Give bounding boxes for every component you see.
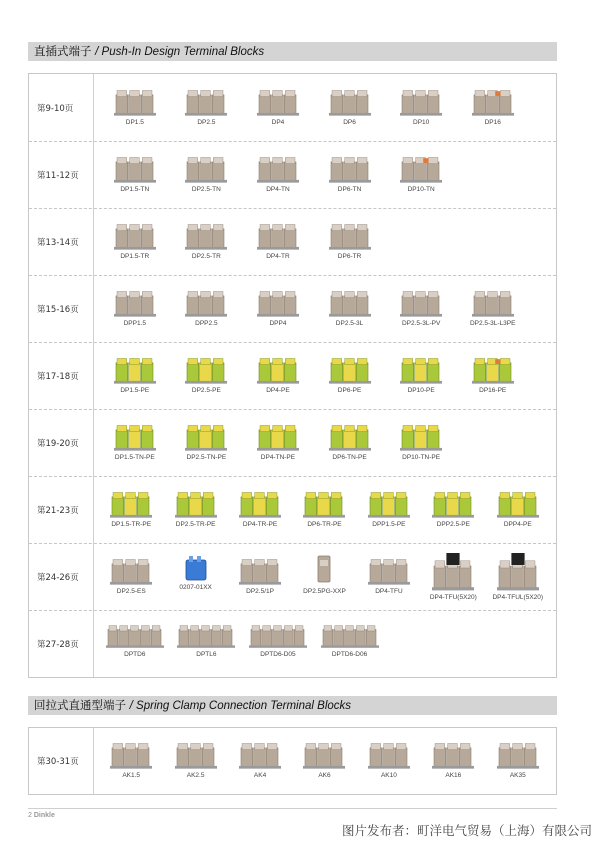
- terminal-block-icon: [328, 83, 372, 117]
- product-model-label: DP16-PE: [479, 386, 507, 394]
- product-model-label: DP16: [484, 118, 501, 126]
- section-title-cn: 直插式端子: [34, 44, 92, 58]
- page-reference-label: 第27-28页: [37, 639, 79, 650]
- product-model-label: DP2.5-TN-PE: [186, 453, 227, 461]
- terminal-block-icon: [302, 736, 346, 770]
- product-model-label: DP6-PE: [337, 386, 362, 394]
- product-model-label: DP1.5-TR-PE: [111, 520, 152, 528]
- product-item[interactable]: [99, 83, 171, 126]
- product-item[interactable]: [385, 284, 457, 327]
- product-model-label: AK35: [509, 772, 526, 779]
- product-model-label: DP1.5-TN-PE: [114, 453, 155, 461]
- product-model-label: DPP1.5-PE: [372, 520, 406, 528]
- terminal-block-icon: [314, 552, 334, 586]
- product-item[interactable]: [242, 83, 314, 126]
- pe-terminal-block-icon: [431, 485, 475, 519]
- product-item[interactable]: [314, 83, 386, 126]
- product-model-label: AK16: [445, 772, 462, 779]
- page-reference-label: 第24-26页: [37, 572, 79, 583]
- catalog-row: [29, 275, 556, 343]
- product-item[interactable]: [99, 217, 171, 260]
- product-item[interactable]: [228, 485, 292, 528]
- push-in-catalog-table: [28, 73, 557, 678]
- product-item[interactable]: [385, 351, 457, 394]
- product-model-label: DP6: [343, 118, 356, 126]
- column-divider: [93, 610, 94, 677]
- product-item[interactable]: [99, 418, 171, 461]
- product-model-label: AK6: [318, 772, 331, 779]
- terminal-block-icon: [105, 619, 165, 649]
- terminal-block-icon: [367, 552, 411, 586]
- column-divider: [93, 728, 94, 794]
- product-item[interactable]: [357, 736, 421, 779]
- terminal-block-icon: [109, 552, 153, 586]
- terminal-block-icon: [328, 150, 372, 184]
- terminal-block-icon: [431, 552, 475, 592]
- section-header-push-in: [28, 42, 557, 61]
- pe-terminal-block-icon: [109, 485, 153, 519]
- pe-terminal-block-icon: [184, 418, 228, 452]
- product-item[interactable]: [171, 619, 243, 658]
- product-item[interactable]: [242, 351, 314, 394]
- page-reference-label: 第15-16页: [37, 304, 79, 315]
- terminal-block-icon: [328, 284, 372, 318]
- product-model-label: DP1.5-TN: [120, 185, 150, 193]
- terminal-block-icon: [238, 736, 282, 770]
- section-header-spring-clamp: [28, 696, 557, 715]
- product-model-label: DP2.5-3L: [335, 319, 364, 327]
- terminal-block-icon: [399, 83, 443, 117]
- page-reference-label: 第13-14页: [37, 237, 79, 248]
- column-divider: [93, 208, 94, 275]
- catalog-row: [29, 74, 556, 142]
- pe-terminal-block-icon: [113, 418, 157, 452]
- pe-terminal-block-icon: [174, 485, 218, 519]
- product-model-label: DPP4: [269, 319, 287, 327]
- product-item[interactable]: [99, 351, 171, 394]
- page-reference-label: 第17-18页: [37, 371, 79, 382]
- dinkle-logo: Dinkle: [33, 812, 55, 819]
- product-model-label: DPP2.5: [195, 319, 218, 327]
- column-divider: [93, 275, 94, 342]
- column-divider: [93, 141, 94, 208]
- product-item[interactable]: [486, 485, 550, 528]
- page-reference-label: 第21-23页: [37, 505, 79, 516]
- terminal-block-icon: [184, 150, 228, 184]
- page-reference-label: 第19-20页: [37, 438, 79, 449]
- column-divider: [93, 74, 94, 141]
- terminal-block-icon: [184, 284, 228, 318]
- product-item[interactable]: [421, 552, 485, 601]
- pe-terminal-block-icon: [328, 418, 372, 452]
- product-model-label: DP4-PE: [266, 386, 290, 394]
- pe-terminal-block-icon: [367, 485, 411, 519]
- product-item[interactable]: [99, 485, 163, 528]
- terminal-block-icon: [113, 217, 157, 251]
- catalog-row: [29, 342, 556, 410]
- product-model-label: DPTL6: [196, 650, 217, 658]
- terminal-block-icon: [109, 736, 153, 770]
- terminal-block-icon: [471, 284, 515, 318]
- terminal-block-icon: [399, 284, 443, 318]
- product-item[interactable]: [171, 150, 243, 193]
- page-number: 2: [28, 812, 32, 819]
- product-item[interactable]: [314, 150, 386, 193]
- product-item[interactable]: [171, 418, 243, 461]
- terminal-block-icon: [174, 736, 218, 770]
- product-model-label: DP2.5-3L-L3PE: [469, 319, 516, 327]
- product-item[interactable]: [314, 351, 386, 394]
- page-reference-label: 第9-10页: [37, 103, 74, 114]
- section-title-en: / Spring Clamp Connection Terminal Blocks: [129, 700, 352, 712]
- product-item[interactable]: [171, 217, 243, 260]
- terminal-block-icon: [256, 150, 300, 184]
- publisher-watermark: 图片发布者：町洋电气贸易（上海）有限公司: [341, 823, 592, 838]
- column-divider: [93, 543, 94, 610]
- pe-terminal-block-icon: [471, 351, 515, 385]
- product-model-label: DP2.5-ES: [116, 587, 146, 595]
- terminal-block-icon: [256, 83, 300, 117]
- product-item[interactable]: [228, 736, 292, 779]
- product-item[interactable]: [171, 83, 243, 126]
- product-model-label: DP4-TFUL(5X20): [492, 593, 544, 601]
- catalog-row: [29, 476, 556, 544]
- product-item[interactable]: [486, 736, 550, 779]
- terminal-block-icon: [184, 217, 228, 251]
- product-item[interactable]: [171, 351, 243, 394]
- product-model-label: DP2.5: [197, 118, 216, 126]
- product-item[interactable]: [99, 736, 163, 779]
- product-item[interactable]: [292, 485, 356, 528]
- catalog-row: [29, 543, 556, 611]
- catalog-row: [29, 728, 556, 794]
- product-item[interactable]: [242, 150, 314, 193]
- terminal-block-icon: [320, 619, 380, 649]
- product-item[interactable]: [314, 217, 386, 260]
- terminal-block-icon: [471, 83, 515, 117]
- footer: [28, 812, 55, 819]
- catalog-row: [29, 610, 556, 677]
- product-model-label: DP2.5-TN: [191, 185, 221, 193]
- terminal-block-icon: [431, 736, 475, 770]
- product-item[interactable]: [421, 485, 485, 528]
- product-model-label: DPTD6: [124, 650, 146, 658]
- product-model-label: DP1.5-TR: [120, 252, 150, 260]
- product-model-label: DP4-TFU: [375, 587, 403, 595]
- product-model-label: 0207-01XX: [179, 583, 212, 591]
- product-model-label: DP4-TFU(5X20): [429, 593, 477, 601]
- terminal-block-icon: [256, 217, 300, 251]
- product-model-label: DP4-TN: [266, 185, 290, 193]
- product-item[interactable]: [171, 284, 243, 327]
- product-item[interactable]: [357, 552, 421, 595]
- product-model-label: DP1.5: [125, 118, 144, 126]
- page-reference-label: 第11-12页: [37, 170, 79, 181]
- product-item[interactable]: [292, 736, 356, 779]
- product-item[interactable]: [99, 284, 171, 327]
- product-item[interactable]: [457, 284, 529, 327]
- section-title-en: / Push-In Design Terminal Blocks: [95, 46, 265, 58]
- product-model-label: AK1.5: [122, 772, 141, 779]
- product-model-label: DPP4-PE: [503, 520, 532, 528]
- product-item[interactable]: [457, 351, 529, 394]
- catalog-row: [29, 208, 556, 276]
- product-item[interactable]: [99, 150, 171, 193]
- catalog-row: [29, 141, 556, 209]
- product-model-label: DP2.5-TR: [191, 252, 221, 260]
- footer-divider: [28, 808, 557, 809]
- terminal-block-icon: [183, 552, 209, 582]
- product-model-label: DP10-PE: [407, 386, 435, 394]
- product-model-label: DP2.5-3L-PV: [401, 319, 441, 327]
- product-model-label: AK10: [380, 772, 397, 779]
- product-model-label: DP10-TN: [407, 185, 435, 193]
- product-item[interactable]: [385, 150, 457, 193]
- product-item[interactable]: [99, 552, 163, 595]
- pe-terminal-block-icon: [328, 351, 372, 385]
- terminal-block-icon: [113, 83, 157, 117]
- product-model-label: DP6-TN-PE: [332, 453, 367, 461]
- pe-terminal-block-icon: [113, 351, 157, 385]
- product-item[interactable]: [421, 736, 485, 779]
- product-model-label: AK4: [253, 772, 267, 779]
- product-model-label: DPP2.5-PE: [436, 520, 470, 528]
- terminal-block-icon: [367, 736, 411, 770]
- terminal-block-icon: [328, 217, 372, 251]
- product-item[interactable]: [163, 552, 227, 591]
- product-item[interactable]: [163, 736, 227, 779]
- product-item[interactable]: [242, 284, 314, 327]
- terminal-block-icon: [399, 150, 443, 184]
- terminal-block-icon: [256, 284, 300, 318]
- product-model-label: DP10: [413, 118, 430, 126]
- product-model-label: DP2.5/1P: [246, 587, 274, 595]
- product-item[interactable]: [242, 418, 314, 461]
- terminal-block-icon: [113, 150, 157, 184]
- product-item[interactable]: [314, 619, 386, 658]
- product-model-label: DP2.5PG-XXP: [303, 587, 346, 595]
- column-divider: [93, 342, 94, 409]
- product-item[interactable]: [314, 418, 386, 461]
- pe-terminal-block-icon: [399, 418, 443, 452]
- product-item[interactable]: [385, 418, 457, 461]
- product-model-label: DP4: [271, 118, 285, 126]
- product-item[interactable]: [242, 619, 314, 658]
- product-model-label: DP2.5-PE: [191, 386, 221, 394]
- product-item[interactable]: [292, 552, 356, 595]
- pe-terminal-block-icon: [302, 485, 346, 519]
- terminal-block-icon: [238, 552, 282, 586]
- product-model-label: DP4-TN-PE: [260, 453, 296, 461]
- product-item[interactable]: [357, 485, 421, 528]
- product-model-label: DP1.5-PE: [120, 386, 150, 394]
- pe-terminal-block-icon: [184, 351, 228, 385]
- product-item[interactable]: [457, 83, 529, 126]
- terminal-block-icon: [496, 736, 540, 770]
- product-item[interactable]: [385, 83, 457, 126]
- product-item[interactable]: [228, 552, 292, 595]
- product-model-label: DP4-TR-PE: [242, 520, 278, 528]
- terminal-block-icon: [496, 552, 540, 592]
- pe-terminal-block-icon: [256, 418, 300, 452]
- column-divider: [93, 476, 94, 543]
- product-model-label: DPTD6-D05: [260, 650, 296, 658]
- terminal-block-icon: [184, 83, 228, 117]
- spring-clamp-catalog-table: [28, 727, 557, 795]
- product-model-label: DP2.5-TR-PE: [175, 520, 216, 528]
- product-model-label: AK2.5: [186, 772, 205, 779]
- product-model-label: DP10-TN-PE: [402, 453, 441, 461]
- page-reference-label: 第30-31页: [37, 757, 79, 767]
- catalog-row: [29, 409, 556, 477]
- pe-terminal-block-icon: [399, 351, 443, 385]
- product-model-label: DP4-TR: [266, 252, 290, 260]
- product-item[interactable]: [99, 619, 171, 658]
- section-title-cn: 回拉式直通型端子: [34, 698, 126, 712]
- terminal-block-icon: [176, 619, 236, 649]
- product-item[interactable]: [242, 217, 314, 260]
- product-model-label: DP6-TR: [337, 252, 362, 260]
- product-item[interactable]: [314, 284, 386, 327]
- terminal-block-icon: [113, 284, 157, 318]
- product-item[interactable]: [163, 485, 227, 528]
- pe-terminal-block-icon: [496, 485, 540, 519]
- product-model-label: DPP1.5: [123, 319, 146, 327]
- product-model-label: DPTD6-D06: [331, 650, 368, 658]
- product-model-label: DP6-TR-PE: [307, 520, 342, 528]
- column-divider: [93, 409, 94, 476]
- product-model-label: DP6-TN: [337, 185, 362, 193]
- product-item[interactable]: [486, 552, 550, 601]
- pe-terminal-block-icon: [256, 351, 300, 385]
- pe-terminal-block-icon: [238, 485, 282, 519]
- terminal-block-icon: [248, 619, 308, 649]
